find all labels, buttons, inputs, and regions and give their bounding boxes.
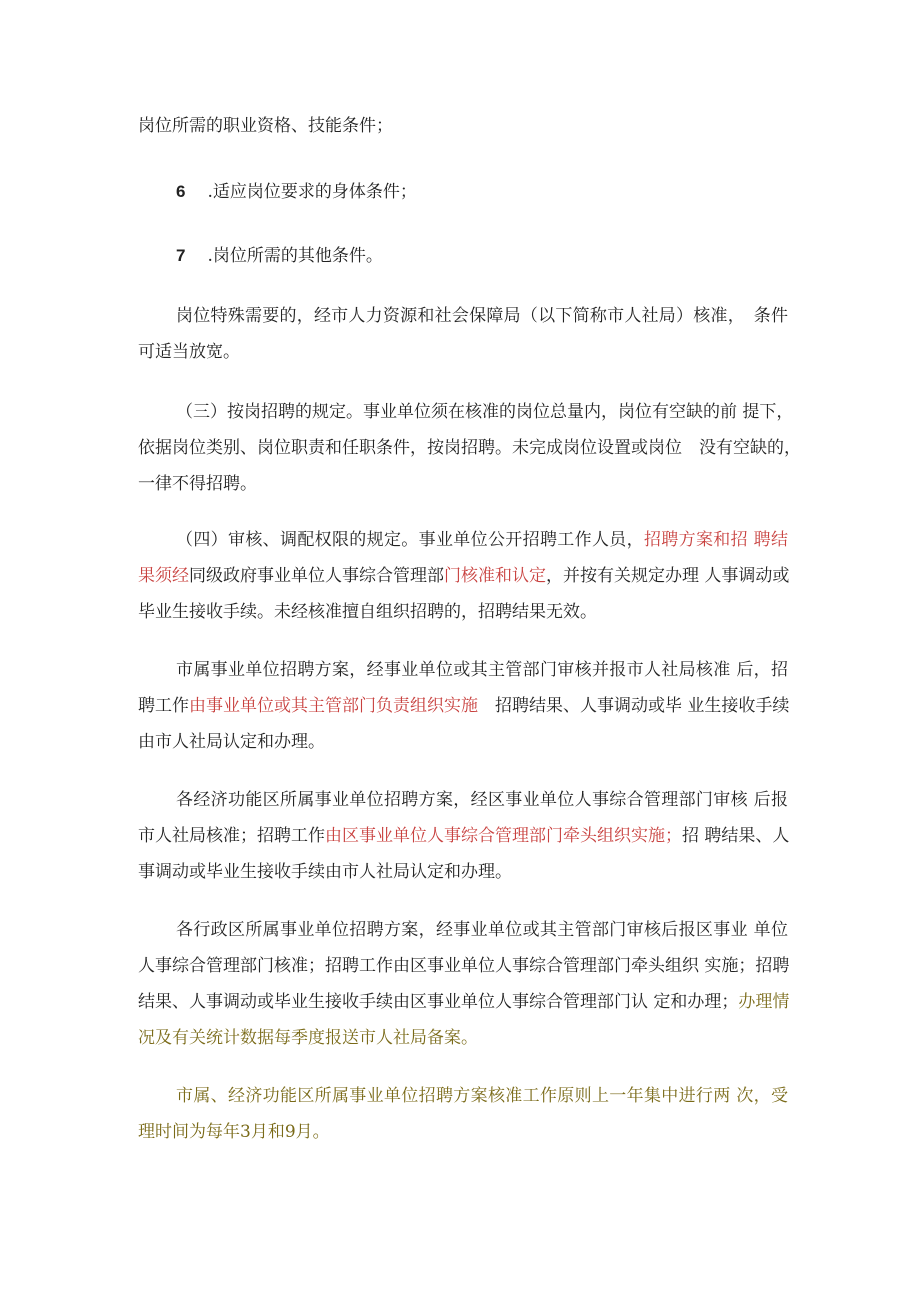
paragraph-qualifications (138, 108, 788, 144)
paragraph-economic-zones (138, 782, 788, 890)
highlight-text: 招聘方案和招 聘结 (643, 530, 789, 550)
text-line: 人事综合管理部门核准；招聘工作由区事业单位人事综合管理部门牵头组织 实施；招聘 (138, 956, 790, 976)
text-line: 岗位所需的职业资格、技能条件； (138, 116, 393, 136)
list-item-6 (138, 174, 788, 210)
text-line: （三）按岗招聘的规定。事业单位须在核准的岗位总量内，岗位有空缺的前 提下， (176, 402, 794, 422)
list-text: .岗位所需的其他条件。 (207, 246, 383, 266)
text-line: 结果、人事调动或毕业生接收手续由区事业单位人事综合管理部门认 定和办理；办理情 (138, 992, 790, 1012)
text-line: 各行政区所属事业单位招聘方案，经事业单位或其主管部门审核后报区事业 单位 (176, 920, 788, 940)
text-line: 一律不得招聘。 (138, 474, 257, 494)
highlight-text: 门核准和认定 (444, 566, 546, 586)
text-line: 果须经同级政府事业单位人事综合管理部门核准和认定，并按有关规定办理 人事调动或 (138, 566, 790, 586)
list-item-7 (138, 238, 788, 274)
text-line: （四）审核、调配权限的规定。事业单位公开招聘工作人员，招聘方案和招 聘结 (176, 530, 789, 550)
paragraph-approval-schedule (138, 1078, 788, 1150)
paragraph-section-4 (138, 522, 788, 630)
text-line: 理时间为每年3月和9月。 (138, 1122, 330, 1142)
paragraph-section-3 (138, 394, 801, 502)
text-line: 依据岗位类别、岗位职责和任职条件，按岗招聘。未完成岗位设置或岗位 没有空缺的， (138, 438, 801, 458)
text-line: 由市人社局认定和办理。 (138, 732, 325, 752)
paragraph-city-units (138, 652, 788, 760)
list-number: 6 (176, 182, 186, 201)
text-line: 况及有关统计数据每季度报送市人社局备案。 (138, 1028, 478, 1048)
list-text: .适应岗位要求的身体条件； (207, 182, 417, 202)
text-line: 聘工作由事业单位或其主管部门负责组织实施 招聘结果、人事调动或毕 业生接收手续 (138, 696, 790, 716)
text-line: 事调动或毕业生接收手续由市人社局认定和办理。 (138, 862, 512, 882)
text-line: 毕业生接收手续。未经核准擅自组织招聘的，招聘结果无效。 (138, 602, 597, 622)
highlight-text: 由事业单位或其主管部门负责组织实施 (189, 696, 478, 716)
paragraph-special-needs (138, 298, 788, 370)
text-line: 可适当放宽。 (138, 342, 240, 362)
highlight-text: 果须经 (138, 566, 189, 586)
list-number: 7 (176, 246, 186, 265)
paragraph-admin-districts (138, 912, 788, 1056)
text-line: 岗位特殊需要的，经市人力资源和社会保障局（以下简称市人社局）核准， 条件 (176, 306, 788, 326)
text-line: 市属事业单位招聘方案，经事业单位或其主管部门审核并报市人社局核准 后，招 (176, 660, 788, 680)
highlight-text: 由区事业单位人事综合管理部门牵头组织实施； (325, 826, 682, 846)
text-line: 市人社局核准；招聘工作由区事业单位人事综合管理部门牵头组织实施；招 聘结果、人 (138, 826, 790, 846)
text-line: 市属、经济功能区所属事业单位招聘方案核准工作原则上一年集中进行两 次，受 (176, 1086, 788, 1106)
highlight-text: 办理情 (738, 992, 790, 1012)
text-line: 各经济功能区所属事业单位招聘方案，经区事业单位人事综合管理部门审核 后报 (176, 790, 788, 810)
